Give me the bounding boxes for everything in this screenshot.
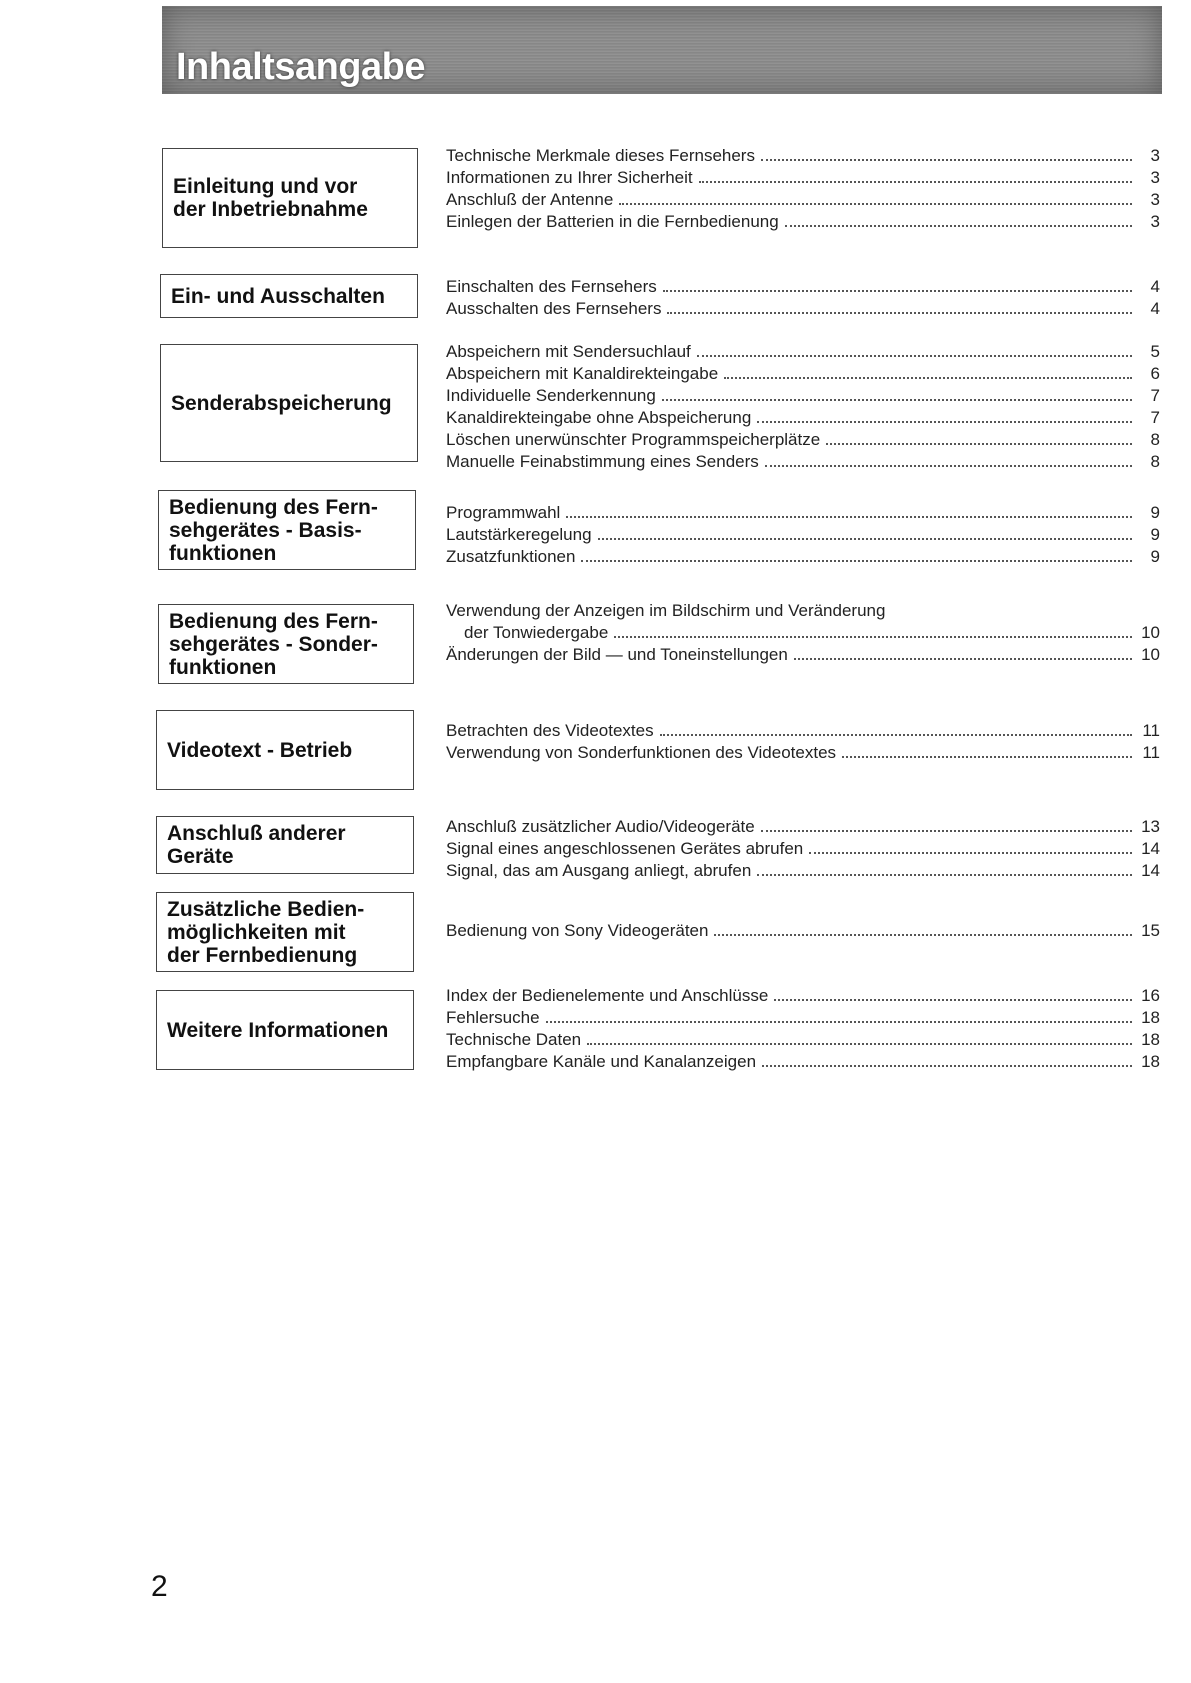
toc-entries bbox=[446, 815, 1160, 881]
entry-page: 3 bbox=[1150, 190, 1160, 209]
toc-entries bbox=[446, 340, 1160, 472]
entry-page: 14 bbox=[1141, 861, 1160, 880]
toc-entry[interactable] bbox=[446, 919, 1160, 941]
dot-leader bbox=[587, 1043, 1132, 1045]
entry-page: 18 bbox=[1141, 1052, 1160, 1071]
entry-title: Informationen zu Ihrer Sicherheit bbox=[446, 168, 693, 187]
entry-page: 3 bbox=[1150, 146, 1160, 165]
header-banner bbox=[162, 6, 1162, 94]
entry-page: 18 bbox=[1141, 1008, 1160, 1027]
section-heading-box bbox=[160, 274, 418, 318]
dot-leader bbox=[663, 290, 1132, 292]
dot-leader bbox=[566, 516, 1132, 518]
toc-entry[interactable] bbox=[446, 545, 1160, 567]
toc-entry[interactable] bbox=[446, 166, 1160, 188]
entry-page: 7 bbox=[1150, 408, 1160, 427]
section-heading-box bbox=[162, 148, 418, 248]
section-heading: Bedienung des Fern- sehgerätes - Sonder- funktionen bbox=[169, 609, 378, 679]
toc-entry[interactable] bbox=[446, 719, 1160, 741]
toc-entry[interactable] bbox=[446, 599, 1160, 621]
entry-title: der Tonwiedergabe bbox=[464, 623, 609, 642]
dot-leader bbox=[697, 355, 1132, 357]
entry-title: Anschluß der Antenne bbox=[446, 190, 614, 209]
dot-leader bbox=[619, 203, 1132, 205]
toc-entry[interactable] bbox=[446, 144, 1160, 166]
toc-entry[interactable] bbox=[446, 984, 1160, 1006]
section-heading: Videotext - Betrieb bbox=[167, 738, 353, 762]
section-heading: Anschluß anderer Geräte bbox=[167, 822, 346, 868]
toc-entry[interactable] bbox=[446, 450, 1160, 472]
entry-page: 9 bbox=[1150, 525, 1160, 544]
toc-entry[interactable] bbox=[446, 297, 1160, 319]
section-heading: Bedienung des Fern- sehgerätes - Basis- funktionen bbox=[169, 495, 378, 565]
section-heading-box bbox=[160, 344, 418, 462]
entry-title: Betrachten des Videotextes bbox=[446, 721, 654, 740]
section-heading-box bbox=[158, 604, 414, 684]
toc-entries bbox=[446, 599, 1160, 665]
entry-title: Ausschalten des Fernsehers bbox=[446, 299, 662, 318]
dot-leader bbox=[667, 312, 1132, 314]
entry-page: 15 bbox=[1141, 921, 1160, 940]
toc-entry[interactable] bbox=[446, 1050, 1160, 1072]
toc-entry[interactable] bbox=[446, 859, 1160, 881]
toc-entry[interactable] bbox=[446, 523, 1160, 545]
dot-leader bbox=[826, 443, 1132, 445]
dot-leader bbox=[724, 377, 1132, 379]
section-heading: Zusätzliche Bedien- möglichkeiten mit der Fernbedienung bbox=[167, 897, 365, 967]
section-heading-box bbox=[156, 710, 414, 790]
toc-entry[interactable] bbox=[446, 384, 1160, 406]
dot-leader bbox=[762, 1065, 1132, 1067]
page-number: 2 bbox=[151, 1570, 168, 1603]
toc-entry[interactable] bbox=[446, 1028, 1160, 1050]
section-heading: Weitere Informationen bbox=[167, 1018, 389, 1042]
dot-leader bbox=[546, 1021, 1132, 1023]
toc-entry[interactable] bbox=[446, 406, 1160, 428]
entry-title: Verwendung der Anzeigen im Bildschirm und Veränderung bbox=[446, 601, 886, 620]
entry-page: 18 bbox=[1141, 1030, 1160, 1049]
dot-leader bbox=[765, 465, 1132, 467]
entry-page: 4 bbox=[1150, 299, 1160, 318]
toc-entries bbox=[446, 919, 1160, 941]
page-title: Inhaltsangabe bbox=[176, 46, 425, 88]
entry-title: Programmwahl bbox=[446, 503, 561, 522]
entry-title: Technische Merkmale dieses Fernsehers bbox=[446, 146, 755, 165]
toc-entry[interactable] bbox=[446, 643, 1160, 665]
toc-entry[interactable] bbox=[446, 1006, 1160, 1028]
toc-entries bbox=[446, 719, 1160, 763]
entry-title: Abspeichern mit Kanaldirekteingabe bbox=[446, 364, 719, 383]
entry-page: 16 bbox=[1141, 986, 1160, 1005]
entry-title: Fehlersuche bbox=[446, 1008, 540, 1027]
entry-title: Einlegen der Batterien in die Fernbedienung bbox=[446, 212, 779, 231]
section-heading-box bbox=[156, 990, 414, 1070]
toc-entry[interactable] bbox=[446, 501, 1160, 523]
entry-page: 9 bbox=[1150, 503, 1160, 522]
dot-leader bbox=[774, 999, 1132, 1001]
toc-entry[interactable] bbox=[446, 621, 1160, 643]
entry-title: Index der Bedienelemente und Anschlüsse bbox=[446, 986, 769, 1005]
entry-title: Anschluß zusätzlicher Audio/Videogeräte bbox=[446, 817, 755, 836]
toc-entry[interactable] bbox=[446, 837, 1160, 859]
section-heading-box bbox=[156, 892, 414, 972]
entry-page: 4 bbox=[1150, 277, 1160, 296]
entry-title: Kanaldirekteingabe ohne Abspeicherung bbox=[446, 408, 752, 427]
toc-entries bbox=[446, 144, 1160, 232]
toc-entry[interactable] bbox=[446, 210, 1160, 232]
toc-entries bbox=[446, 501, 1160, 567]
entry-page: 8 bbox=[1150, 430, 1160, 449]
entry-title: Lautstärkeregelung bbox=[446, 525, 592, 544]
entry-title: Signal eines angeschlossenen Gerätes abrufen bbox=[446, 839, 804, 858]
dot-leader bbox=[662, 399, 1132, 401]
dot-leader bbox=[757, 421, 1132, 423]
entry-page: 3 bbox=[1150, 212, 1160, 231]
toc-entries bbox=[446, 984, 1160, 1072]
dot-leader bbox=[785, 225, 1132, 227]
entry-page: 10 bbox=[1141, 623, 1160, 642]
dot-leader bbox=[761, 159, 1132, 161]
dot-leader bbox=[699, 181, 1132, 183]
entry-title: Empfangbare Kanäle und Kanalanzeigen bbox=[446, 1052, 757, 1071]
dot-leader bbox=[842, 756, 1132, 758]
entry-page: 14 bbox=[1141, 839, 1160, 858]
dot-leader bbox=[714, 934, 1132, 936]
section-heading: Senderabspeicherung bbox=[171, 391, 392, 415]
entry-page: 7 bbox=[1150, 386, 1160, 405]
dot-leader bbox=[660, 734, 1132, 736]
toc-entry[interactable] bbox=[446, 815, 1160, 837]
dot-leader bbox=[581, 560, 1132, 562]
toc-entry[interactable] bbox=[446, 741, 1160, 763]
dot-leader bbox=[614, 636, 1132, 638]
entry-title: Zusatzfunktionen bbox=[446, 547, 576, 566]
entry-title: Bedienung von Sony Videogeräten bbox=[446, 921, 709, 940]
entry-title: Löschen unerwünschter Programmspeicherplätze bbox=[446, 430, 821, 449]
entry-page: 8 bbox=[1150, 452, 1160, 471]
toc-entries bbox=[446, 275, 1160, 319]
entry-page: 5 bbox=[1150, 342, 1160, 361]
entry-title: Änderungen der Bild — und Toneinstellungen bbox=[446, 645, 788, 664]
dot-leader bbox=[757, 874, 1132, 876]
dot-leader bbox=[761, 830, 1132, 832]
entry-page: 10 bbox=[1141, 645, 1160, 664]
dot-leader bbox=[598, 538, 1132, 540]
entry-title: Verwendung von Sonderfunktionen des Videotextes bbox=[446, 743, 837, 762]
entry-page: 6 bbox=[1150, 364, 1160, 383]
entry-title: Abspeichern mit Sendersuchlauf bbox=[446, 342, 691, 361]
toc-entry[interactable] bbox=[446, 340, 1160, 362]
section-heading: Einleitung und vor der Inbetriebnahme bbox=[173, 175, 368, 221]
section-heading-box bbox=[156, 816, 414, 874]
section-heading: Ein- und Ausschalten bbox=[171, 284, 385, 308]
entry-page: 3 bbox=[1150, 168, 1160, 187]
toc-entry[interactable] bbox=[446, 428, 1160, 450]
section-heading-box bbox=[158, 490, 416, 570]
entry-title: Individuelle Senderkennung bbox=[446, 386, 656, 405]
toc-entry[interactable] bbox=[446, 188, 1160, 210]
entry-page: 13 bbox=[1141, 817, 1160, 836]
entry-title: Technische Daten bbox=[446, 1030, 582, 1049]
dot-leader bbox=[794, 658, 1132, 660]
entry-title: Signal, das am Ausgang anliegt, abrufen bbox=[446, 861, 752, 880]
toc-entry[interactable] bbox=[446, 275, 1160, 297]
entry-title: Manuelle Feinabstimmung eines Senders bbox=[446, 452, 759, 471]
entry-page: 11 bbox=[1142, 743, 1160, 762]
entry-title: Einschalten des Fernsehers bbox=[446, 277, 657, 296]
entry-page: 11 bbox=[1142, 721, 1160, 740]
toc-entry[interactable] bbox=[446, 362, 1160, 384]
dot-leader bbox=[809, 852, 1132, 854]
entry-page: 9 bbox=[1150, 547, 1160, 566]
